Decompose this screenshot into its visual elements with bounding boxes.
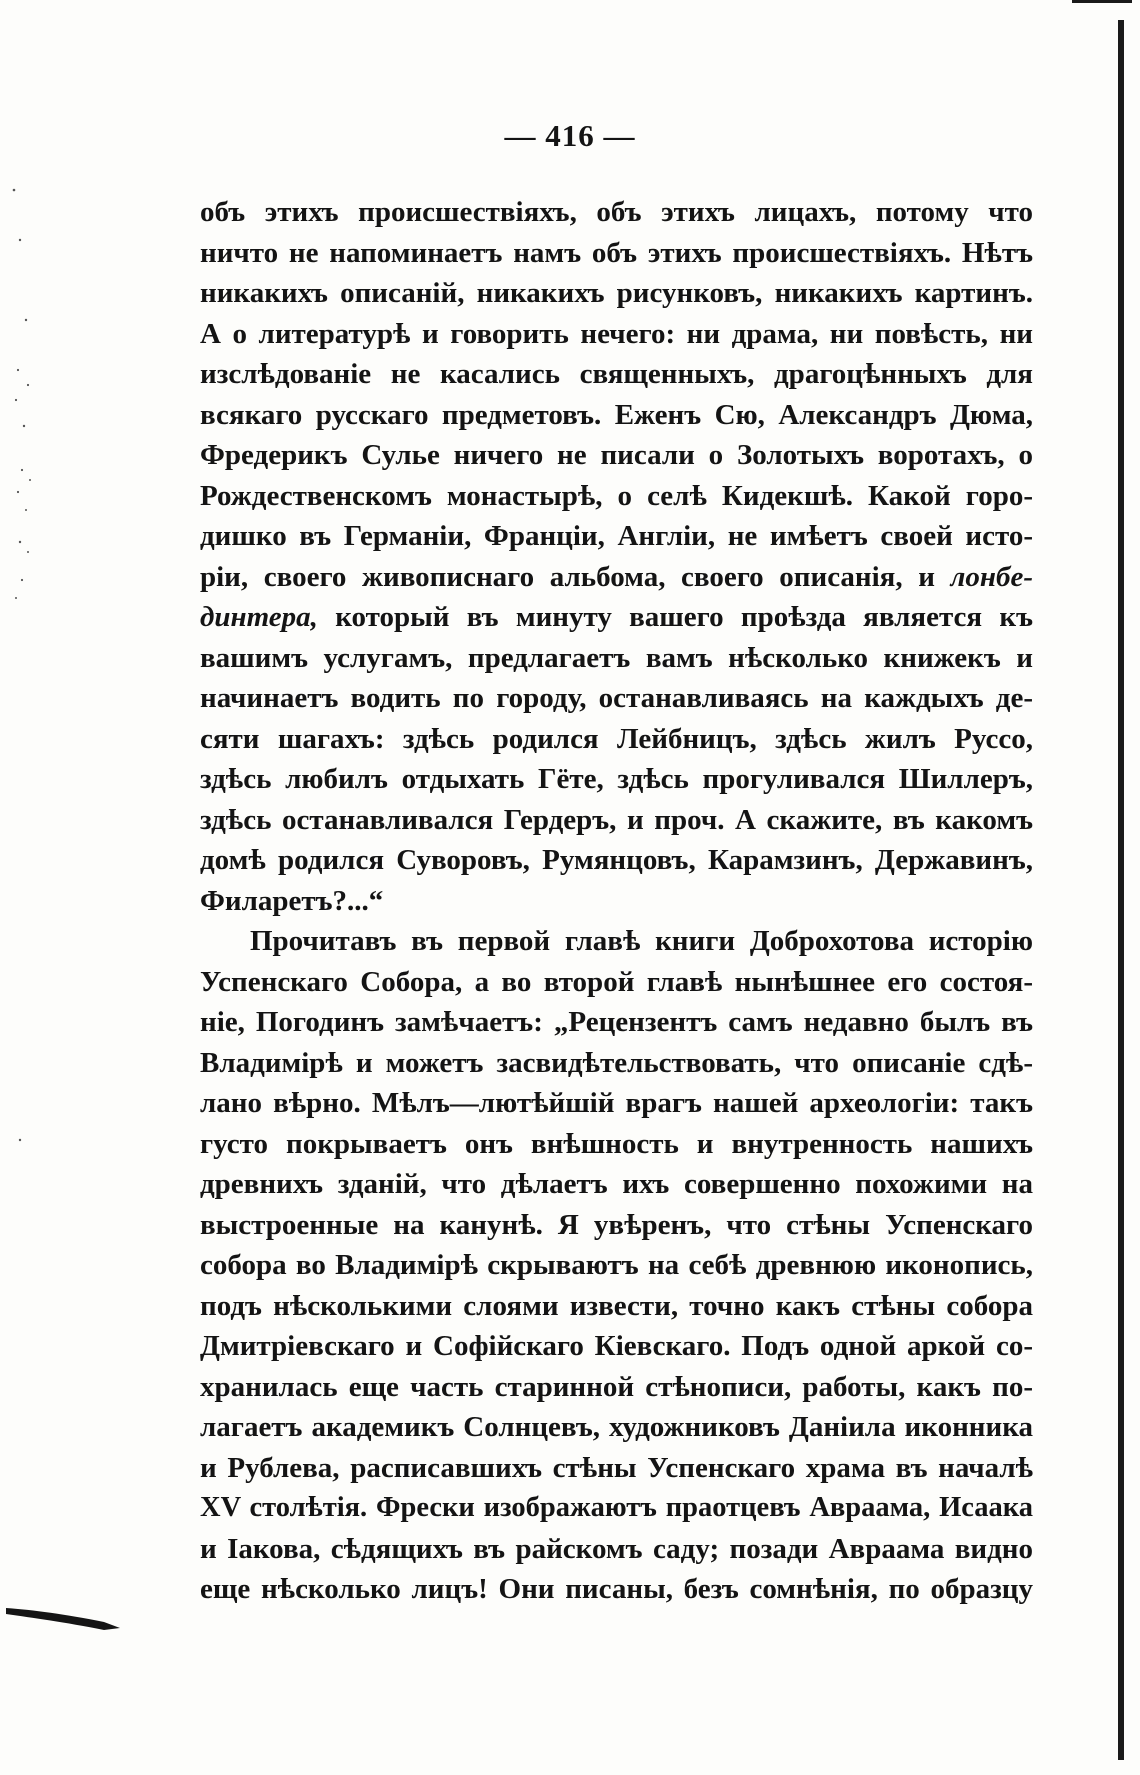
scan-speckles xyxy=(8,180,38,1330)
text-line: Прочитавъ въ первой главѣ книги Доброхотова исторію xyxy=(250,925,1033,957)
scan-smudge xyxy=(4,1600,122,1630)
paragraph-1 xyxy=(200,192,1033,921)
text-line: Успенскаго Собора, а во второй главѣ нынѣшнее его состоя- xyxy=(200,965,1033,998)
text-line: древнихъ зданій, что дѣлаетъ ихъ совершенно похожими на xyxy=(200,1168,1033,1200)
text-line: лагаетъ академикъ Солнцевъ, художниковъ Даніила иконника xyxy=(200,1411,1033,1443)
text-line: Филаретъ?...“ xyxy=(200,884,384,917)
text-line: подъ нѣсколькими слоями извести, точно какъ стѣны собора xyxy=(200,1289,1033,1322)
text-line: здѣсь любилъ отдыхать Гёте, здѣсь прогуливался Шиллеръ, xyxy=(200,763,1033,795)
text-line: вашимъ услугамъ, предлагаетъ вамъ нѣсколько книжекъ и xyxy=(200,641,1033,674)
text-line: сяти шагахъ: здѣсь родился Лейбницъ, здѣсь жилъ Руссо, xyxy=(200,722,1033,755)
text-segment: ріи, своего живописнаго альбома, своего описанія, и xyxy=(200,560,935,593)
text-line: здѣсь останавливался Гердеръ, и проч. А скажите, въ какомъ xyxy=(200,803,1033,836)
text-line: собора во Владимірѣ скрываютъ на себѣ древнюю иконопись, xyxy=(200,1249,1033,1281)
text-line: всякаго русскаго предметовъ. Еженъ Сю, Александръ Дюма, xyxy=(200,398,1033,431)
text-line: и Рублева, расписавшихъ стѣны Успенскаго храма въ началѣ xyxy=(200,1451,1033,1484)
text-line: дишко въ Германіи, Франціи, Англіи, не имѣетъ своей исто- xyxy=(200,520,1033,552)
text-line: Рождественскомъ монастырѣ, о селѣ Кидекшѣ. Какой горо- xyxy=(200,479,1033,512)
text-line: и Іакова, сѣдящихъ въ райскомъ саду; позади Авраама видно xyxy=(200,1532,1033,1565)
italic-term: лонбе- xyxy=(950,560,1033,593)
text-line: Фредерикъ Сулье ничего не писали о Золотыхъ воротахъ, о xyxy=(200,439,1033,471)
text-line-with-italic xyxy=(200,557,1033,598)
text-segment: который въ минуту вашего проѣзда является къ xyxy=(335,601,1033,633)
text-line-with-italic xyxy=(200,597,1033,638)
text-line: XV столѣтія. Фрески изображаютъ праотцевъ Авраама, Исаака xyxy=(200,1492,1033,1523)
text-line: ніе, Погодинъ замѣчаетъ: „Рецензентъ самъ недавно былъ въ xyxy=(200,1006,1033,1038)
text-line: изслѣдованіе не касались священныхъ, драгоцѣнныхъ для xyxy=(200,358,1033,390)
page-number: — 416 — xyxy=(504,118,636,153)
text-line: густо покрываетъ онъ внѣшность и внутренность нашихъ xyxy=(200,1127,1033,1160)
text-line: А о литературѣ и говорить нечего: ни драма, ни повѣсть, ни xyxy=(200,317,1033,350)
italic-term: динтера, xyxy=(200,601,318,633)
text-line: выстроенные на канунѣ. Я увѣренъ, что стѣны Успенскаго xyxy=(200,1208,1033,1241)
text-line: Дмитріевскаго и Софійскаго Кіевскаго. Подъ одной аркой со- xyxy=(200,1330,1033,1362)
text-line: объ этихъ происшествіяхъ, объ этихъ лицахъ, потому что xyxy=(200,196,1033,228)
text-line: хранилась еще часть старинной стѣнописи, работы, какъ по- xyxy=(200,1370,1033,1403)
text-line: никакихъ описаній, никакихъ рисунковъ, никакихъ картинъ. xyxy=(200,277,1033,309)
text-line: Владимірѣ и можетъ засвидѣтельствовать, что описаніе сдѣ- xyxy=(200,1046,1033,1079)
text-line: ничто не напоминаетъ намъ объ этихъ происшествіяхъ. Нѣтъ xyxy=(200,236,1033,269)
scan-edge-top xyxy=(1072,0,1132,10)
text-line: лано вѣрно. Мѣлъ—лютѣйшій врагъ нашей археологіи: такъ xyxy=(200,1087,1033,1119)
scan-edge-right xyxy=(1118,20,1124,1760)
paragraph-2 xyxy=(200,921,1033,1610)
body-text xyxy=(200,192,1033,1610)
text-line: начинаетъ водить по городу, останавливаясь на каждыхъ де- xyxy=(200,682,1033,714)
text-line: домѣ родился Суворовъ, Румянцовъ, Карамзинъ, Державинъ, xyxy=(200,844,1033,876)
text-line: еще нѣсколько лицъ! Они писаны, безъ сомнѣнія, по образцу xyxy=(200,1573,1033,1605)
